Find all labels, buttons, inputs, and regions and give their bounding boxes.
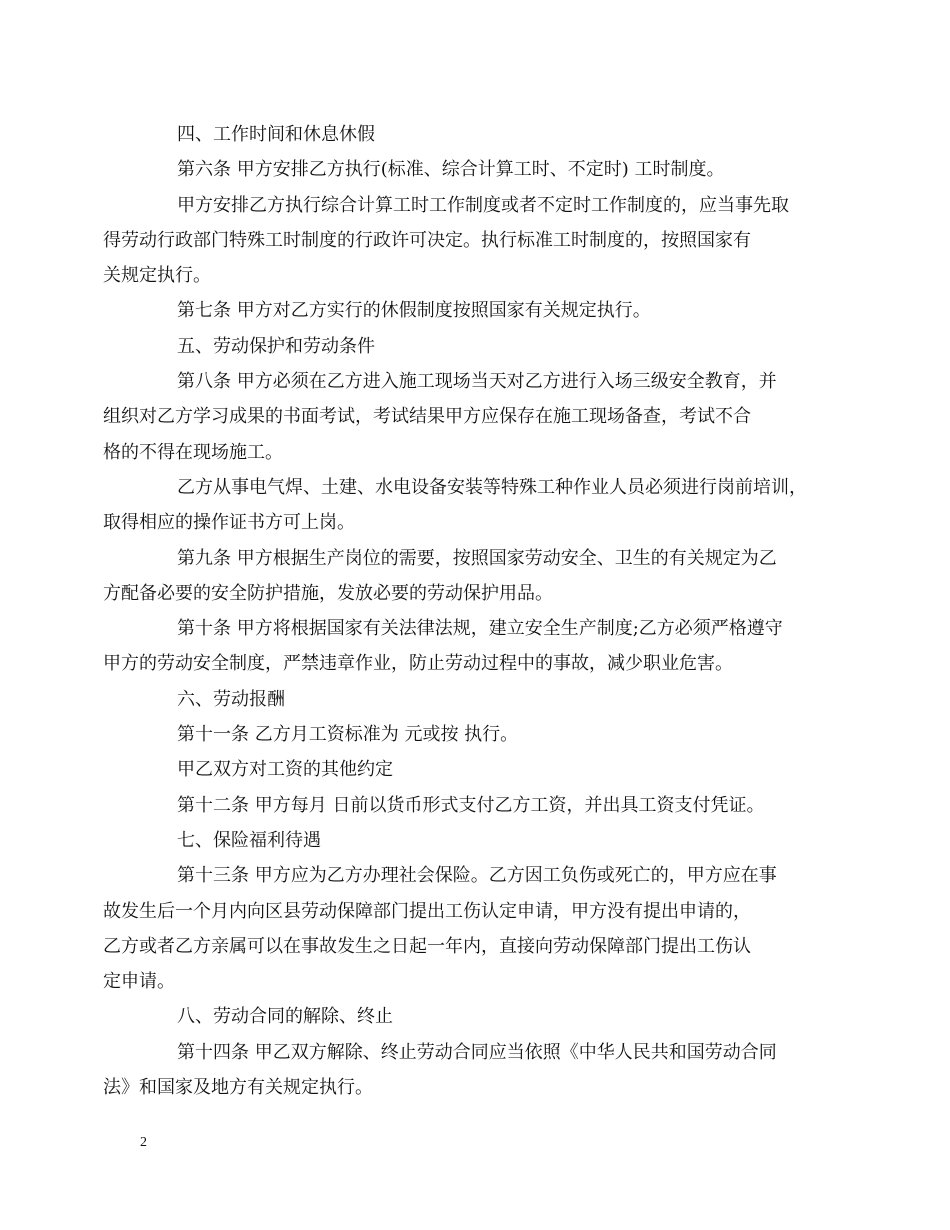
text-line: 关规定执行。 xyxy=(103,265,211,287)
text-line: 第十四条 甲乙双方解除、终止劳动合同应当依照《中华人民共和国劳动合同 xyxy=(177,1041,777,1063)
document-body xyxy=(103,117,830,1105)
text-line: 八、劳动合同的解除、终止 xyxy=(177,1006,393,1028)
paragraph xyxy=(140,117,830,152)
text-line: 得劳动行政部门特殊工时制度的行政许可决定。执行标准工时制度的，按照国家有 xyxy=(103,229,751,251)
text-line: 故发生后一个月内向区县劳动保障部门提出工伤认定申请，甲方没有提出申请的， xyxy=(103,900,751,922)
paragraph xyxy=(140,717,830,752)
text-line: 乙方或者乙方亲属可以在事故发生之日起一年内，直接向劳动保障部门提出工伤认 xyxy=(103,935,751,957)
text-line: 组织对乙方学习成果的书面考试，考试结果甲方应保存在施工现场备查，考试不合 xyxy=(103,406,751,428)
text-line: 方配备必要的安全防护措施，发放必要的劳动保护用品。 xyxy=(103,582,553,604)
paragraph xyxy=(103,1035,830,1106)
text-line: 第十一条 乙方月工资标准为 元或按 执行。 xyxy=(177,724,519,746)
paragraph xyxy=(140,999,830,1034)
text-line: 乙方从事电气焊、土建、水电设备安装等特殊工种作业人员必须进行岗前培训， xyxy=(177,476,807,498)
paragraph xyxy=(140,682,830,717)
text-line: 甲方的劳动安全制度，严禁违章作业，防止劳动过程中的事故，减少职业危害。 xyxy=(103,653,733,675)
paragraph xyxy=(103,858,830,999)
paragraph xyxy=(103,541,830,612)
text-line: 四、工作时间和休息休假 xyxy=(177,124,375,145)
page-number: 2 xyxy=(140,1135,147,1150)
text-line: 第十三条 甲方应为乙方办理社会保险。乙方因工负伤或死亡的，甲方应在事 xyxy=(177,865,777,887)
paragraph xyxy=(103,611,830,682)
text-line: 定申请。 xyxy=(103,971,175,993)
paragraph xyxy=(140,152,830,187)
paragraph xyxy=(140,329,830,364)
text-line: 六、劳动报酬 xyxy=(177,688,285,710)
paragraph xyxy=(140,752,830,787)
text-line: 五、劳动保护和劳动条件 xyxy=(177,335,375,357)
text-line: 第十二条 甲方每月 日前以货币形式支付乙方工资，并出具工资支付凭证。 xyxy=(177,794,765,816)
text-line: 第七条 甲方对乙方实行的休假制度按照国家有关规定执行。 xyxy=(177,300,651,322)
text-line: 法》和国家及地方有关规定执行。 xyxy=(103,1077,373,1099)
paragraph xyxy=(103,188,830,294)
paragraph xyxy=(140,293,830,328)
text-line: 甲方安排乙方执行综合计算工时工作制度或者不定时工作制度的，应当事先取 xyxy=(177,194,789,216)
text-line: 甲乙双方对工资的其他约定 xyxy=(177,759,393,781)
text-line: 取得相应的操作证书方可上岗。 xyxy=(103,512,355,534)
text-line: 格的不得在现场施工。 xyxy=(103,441,283,463)
text-line: 第九条 甲方根据生产岗位的需要，按照国家劳动安全、卫生的有关规定为乙 xyxy=(177,547,777,569)
text-line: 第八条 甲方必须在乙方进入施工现场当天对乙方进行入场三级安全教育，并 xyxy=(177,371,777,393)
paragraph xyxy=(103,364,830,470)
text-line: 七、保险福利待遇 xyxy=(177,829,321,851)
paragraph xyxy=(103,470,830,541)
paragraph xyxy=(140,788,830,823)
text-line: 第十条 甲方将根据国家有关法律法规，建立安全生产制度;乙方必须严格遵守 xyxy=(177,618,783,640)
text-line: 第六条 甲方安排乙方执行(标准、综合计算工时、不定时) 工时制度。 xyxy=(177,159,725,181)
paragraph xyxy=(140,823,830,858)
